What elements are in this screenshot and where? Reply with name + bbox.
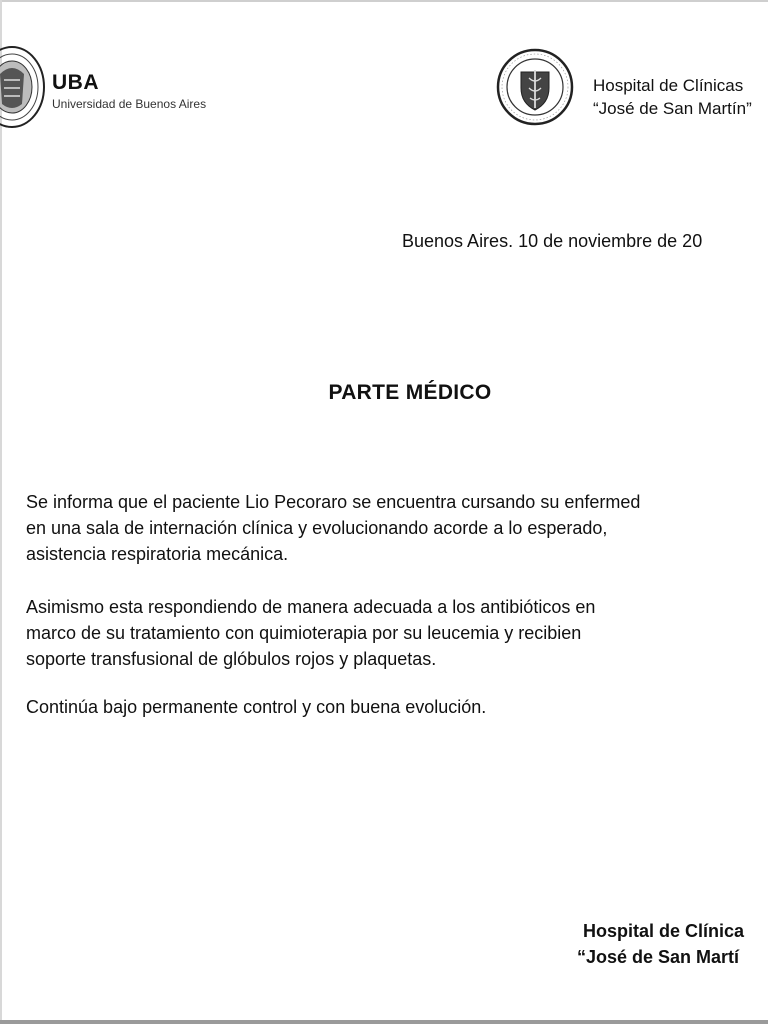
signature-line2: “José de San Martí bbox=[577, 947, 740, 967]
paragraph-2-line: Asimismo esta respondiendo de manera adecuada a los antibióticos en bbox=[26, 597, 596, 617]
paragraph-3 bbox=[26, 694, 486, 720]
page-left-border bbox=[0, 0, 2, 1024]
uba-full-name: Universidad de Buenos Aires bbox=[52, 97, 207, 111]
hospital-name-line2: “José de San Martín” bbox=[593, 99, 752, 118]
document-title: PARTE MÉDICO bbox=[328, 381, 492, 404]
paragraph-1-line: Se informa que el paciente Lio Pecoraro se encuentra cursando su enfermed bbox=[26, 492, 641, 512]
paragraph-2-line: soporte transfusional de glóbulos rojos y plaquetas. bbox=[26, 649, 437, 669]
uba-abbreviation: UBA bbox=[52, 71, 99, 94]
page-bottom-border bbox=[0, 1020, 768, 1024]
uba-brand bbox=[52, 72, 206, 112]
signature-line1: Hospital de Clínica bbox=[583, 921, 745, 941]
paragraph-3-line: Continúa bajo permanente control y con buena evolución. bbox=[26, 697, 487, 717]
uba-seal-icon bbox=[0, 44, 46, 130]
document-date: Buenos Aires. 10 de noviembre de 20 bbox=[402, 231, 703, 251]
paragraph-1-line: en una sala de internación clínica y evolucionando acorde a lo esperado, bbox=[26, 518, 608, 538]
hospital-seal-icon bbox=[496, 48, 574, 126]
signature-block bbox=[577, 918, 745, 970]
hospital-name-line1: Hospital de Clínicas bbox=[593, 76, 744, 95]
hospital-name bbox=[593, 74, 752, 120]
paragraph-1-line: asistencia respiratoria mecánica. bbox=[26, 544, 289, 564]
paragraph-1 bbox=[26, 489, 640, 567]
page-top-border bbox=[0, 0, 768, 2]
paragraph-2 bbox=[26, 594, 595, 672]
paragraph-2-line: marco de su tratamiento con quimioterapia por su leucemia y recibien bbox=[26, 623, 582, 643]
